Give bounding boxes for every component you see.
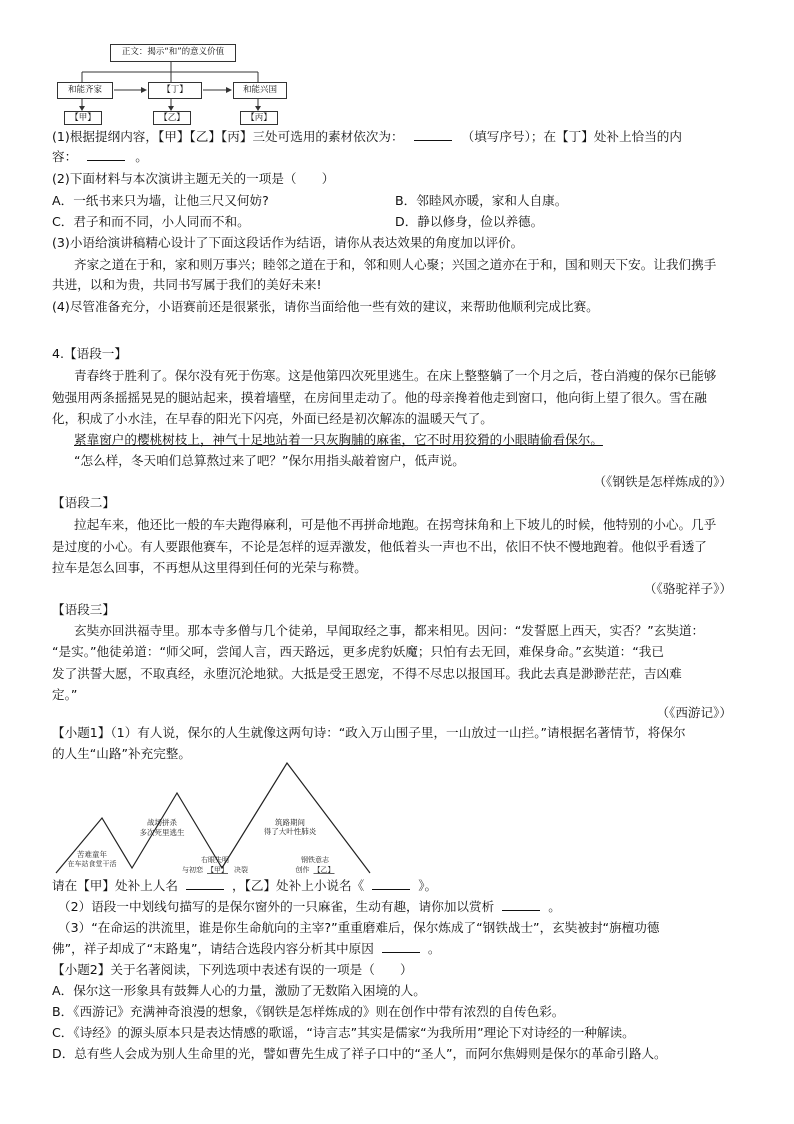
q4-task1-line2: 的人生“山路”补充完整。 xyxy=(52,746,191,761)
q4-fill-blank-novel[interactable] xyxy=(372,877,410,890)
mountain-label-firstlove xyxy=(182,865,248,874)
q4-task2-option-a[interactable]: A．保尔这一形象具有鼓舞人心的力量，激励了无数陷入困境的人。 xyxy=(52,983,426,998)
outline-top-box: 正文：揭示“和”的意义价值 xyxy=(110,44,236,62)
mountain-label-breakup: 决裂 xyxy=(234,866,248,874)
q3-part1-text-d: 。 xyxy=(135,149,148,164)
mountain-label-battle: 战场拼杀 xyxy=(147,818,177,827)
mountain-blank-jia: 【甲】 xyxy=(207,866,228,874)
q4-task2-option-c[interactable]: C．《诗经》的源头原本只是表达情感的歌谣，“诗言志”其实是儒家“为我所用”理论下对诗经的一种解读。 xyxy=(52,1025,635,1040)
q4-seg2-line2: 是过度的小心。有人要跟他赛车，不论是怎样的逗弄激发，他低着头一声也不出，依旧不快不慢地跑着。他似乎看透了 xyxy=(52,539,707,554)
q4-task1-part2-end: 。 xyxy=(548,899,561,914)
q4-seg3-line2: “是实。”他徒弟道：“师父呵，尝闻人言，西天路远，更多虎豹妖魔；只怕有去无回，难保身命。”玄奘道：“我已 xyxy=(52,644,664,659)
q3-part1-text-a: (1)根据提纲内容，【甲】【乙】【丙】三处可选用的素材依次为： xyxy=(52,129,404,144)
life-path-mountain-diagram xyxy=(52,758,392,878)
q4-source1: （《钢铁是怎样炼成的》） xyxy=(593,474,732,489)
q3-quote-line2: 共进，以和为贵，共同书写属于我们的美好未来! xyxy=(52,277,322,292)
outline-mid-box: 【丁】 xyxy=(148,82,202,99)
q4-task1-part2 xyxy=(58,898,561,916)
q3-part2: (2)下面材料与本次演讲主题无关的一项是（ ） xyxy=(52,171,335,186)
mountain-label-childhood: 苦难童年 xyxy=(77,850,107,859)
mountain-label-pneumonia: 得了大叶性肺炎 xyxy=(263,827,317,836)
mountain-label-will: 钢铁意志 xyxy=(301,856,329,864)
q4-fill-text-b: ，【乙】处补上小说名《 xyxy=(231,878,365,893)
outline-yi-box: 【乙】 xyxy=(153,111,191,125)
q4-task1-part3-blank[interactable] xyxy=(382,940,420,953)
q4-task1-line1: 【小题1】（1）有人说，保尔的人生就像这两句诗：“政入万山围子里，一山放过一山拦。”请根据名著情节，将保尔 xyxy=(52,725,686,740)
q4-task1-part2-blank[interactable] xyxy=(502,898,540,911)
q4-task1-part3-end: 。 xyxy=(427,941,441,956)
outline-left-box: 和能齐家 xyxy=(57,82,113,99)
q4-source3: （《西游记》） xyxy=(656,705,732,720)
mountain-label-escape: 多次死里逃生 xyxy=(139,828,185,837)
q4-task1-fill xyxy=(52,877,437,895)
outline-right-box: 和能兴国 xyxy=(233,82,287,99)
q4-fill-text-c: 》。 xyxy=(418,878,438,893)
q4-task1-part3-line2 xyxy=(52,940,440,958)
q4-seg3-line4: 定。” xyxy=(52,687,78,702)
q3-part1-line2 xyxy=(52,148,148,166)
q4-fill-text-a: 请在【甲】处补上人名 xyxy=(52,878,178,893)
q4-seg3-line3: 发了洪誓大愿，不取真经，永堕沉沦地狱。大抵是受王恩宠，不得不尽忠以报国耳。我此去真是渺渺茫茫，吉凶难 xyxy=(52,666,682,681)
q4-seg1-underlined-sentence: 紧靠窗户的樱桃树枝上，神气十足地站着一只灰胸脯的麻雀，它不时用狡猾的小眼睛偷看保尔。 xyxy=(74,432,603,447)
q4-seg1-line1: 青春终于胜利了。保尔没有死于伤寒。这是他第四次死里逃生。在床上整整躺了一个月之后，苍白消瘦的保尔已能够 xyxy=(74,368,717,383)
mountain-label-blind: 右眼失明 xyxy=(201,856,229,864)
q3-part1-line1 xyxy=(52,128,682,146)
q4-seg1-line5: “怎么样，冬天咱们总算熬过来了吧？”保尔用指头敲着窗户，低声说。 xyxy=(74,453,465,468)
outline-connectors xyxy=(0,0,794,130)
mountain-label-create-word: 创作 xyxy=(295,866,310,874)
q3-part1-text-c: 容： xyxy=(52,149,78,164)
q3-part1-text-b: （填写序号）；在【丁】处补上恰当的内 xyxy=(461,129,682,144)
q3-option-a[interactable]: A．一纸书来只为墙，让他三尺又何妨? xyxy=(52,193,269,208)
q3-option-c[interactable]: C．君子和而不同，小人同而不和。 xyxy=(52,214,250,229)
q4-seg2-line1: 拉起车来，他还比一般的车夫跑得麻利，可是他不再拼命地跑。在拐弯抹角和上下坡儿的时候，他特别的小心。几乎 xyxy=(74,517,717,532)
mountain-label-with: 与初恋 xyxy=(182,866,203,874)
q4-task2-option-d[interactable]: D．总有些人会成为别人生命里的光，譬如曹先生成了祥子口中的“圣人”，而阿尔焦姆则是保尔的革命引路人。 xyxy=(52,1046,667,1061)
q4-task1-part3-line1: （3）“在命运的洪流里，谁是你生命航向的主宰?”重重磨难后，保尔炼成了“钢铁战士”，玄奘被封“旃檀功德 xyxy=(58,920,660,935)
q4-seg1-line3: 化，积成了小水洼，在早春的阳光下闪亮，外面已经是初次解冻的温暖天气了。 xyxy=(52,411,493,426)
q3-part1-blank1[interactable] xyxy=(414,128,452,141)
q3-part1-blank2[interactable] xyxy=(87,148,125,161)
q4-source2: （《骆驼祥子》） xyxy=(643,581,732,596)
mountain-label-station: 在车站食堂干活 xyxy=(67,860,117,868)
q4-task2-option-b[interactable]: B．《西游记》充满神奇浪漫的想象，《钢铁是怎样炼成的》则在创作中带有浓烈的自传色彩。 xyxy=(52,1004,565,1019)
q3-part3: (3)小语给演讲稿精心设计了下面这段话作为结语，请你从表达效果的角度加以评价。 xyxy=(52,235,524,250)
q4-fill-blank-name[interactable] xyxy=(186,877,224,890)
q4-seg3-line1: 玄奘亦回洪福寺里。那本寺多僧与几个徒弟，早闻取经之事，都来相见。因问：“发誓愿上西天，实否？”玄奘道： xyxy=(74,623,705,638)
mountain-label-create xyxy=(296,865,335,874)
q3-quote-line1: 齐家之道在于和，家和则万事兴；睦邻之道在于和，邻和则人心聚；兴国之道亦在于和，国和则天下安。让我们携手 xyxy=(74,257,717,272)
outline-jia-box: 【甲】 xyxy=(64,111,102,125)
mountain-blank-yi: 【乙】 xyxy=(313,866,335,874)
q4-task1-part3-text: 佛”，祥子却成了“末路鬼”，请结合选段内容分析其中原因 xyxy=(52,941,374,956)
mountain-label-road: 筑路期间 xyxy=(275,818,305,827)
q4-seg2-heading: 【语段二】 xyxy=(52,495,115,510)
outline-bing-box: 【丙】 xyxy=(240,111,278,125)
q4-task2: 【小题2】关于名著阅读，下列选项中表述有误的一项是（ ） xyxy=(52,962,413,977)
q4-seg1-line2: 勉强用两条摇摇晃晃的腿站起来，摸着墙壁，在房间里走动了。他的母亲搀着他走到窗口，他向街上望了很久。雪在融 xyxy=(52,390,707,405)
q4-seg2-line3: 拉车是怎么回事，不再想从这里得到任何的光荣与称赞。 xyxy=(52,560,367,575)
q3-part4: (4)尽管准备充分，小语赛前还是很紧张，请你当面给他一些有效的建议，来帮助他顺利完成比赛。 xyxy=(52,299,599,314)
q4-seg3-heading: 【语段三】 xyxy=(52,602,115,617)
q3-option-d[interactable]: D．静以修身，俭以养德。 xyxy=(395,214,544,229)
q4-task1-part2-text: （2）语段一中划线句描写的是保尔窗外的一只麻雀，生动有趣，请你加以赏析 xyxy=(58,899,495,914)
q3-option-b[interactable]: B．邻睦风亦暖，家和人自康。 xyxy=(395,193,568,208)
q4-heading: 4.【语段一】 xyxy=(52,346,127,361)
